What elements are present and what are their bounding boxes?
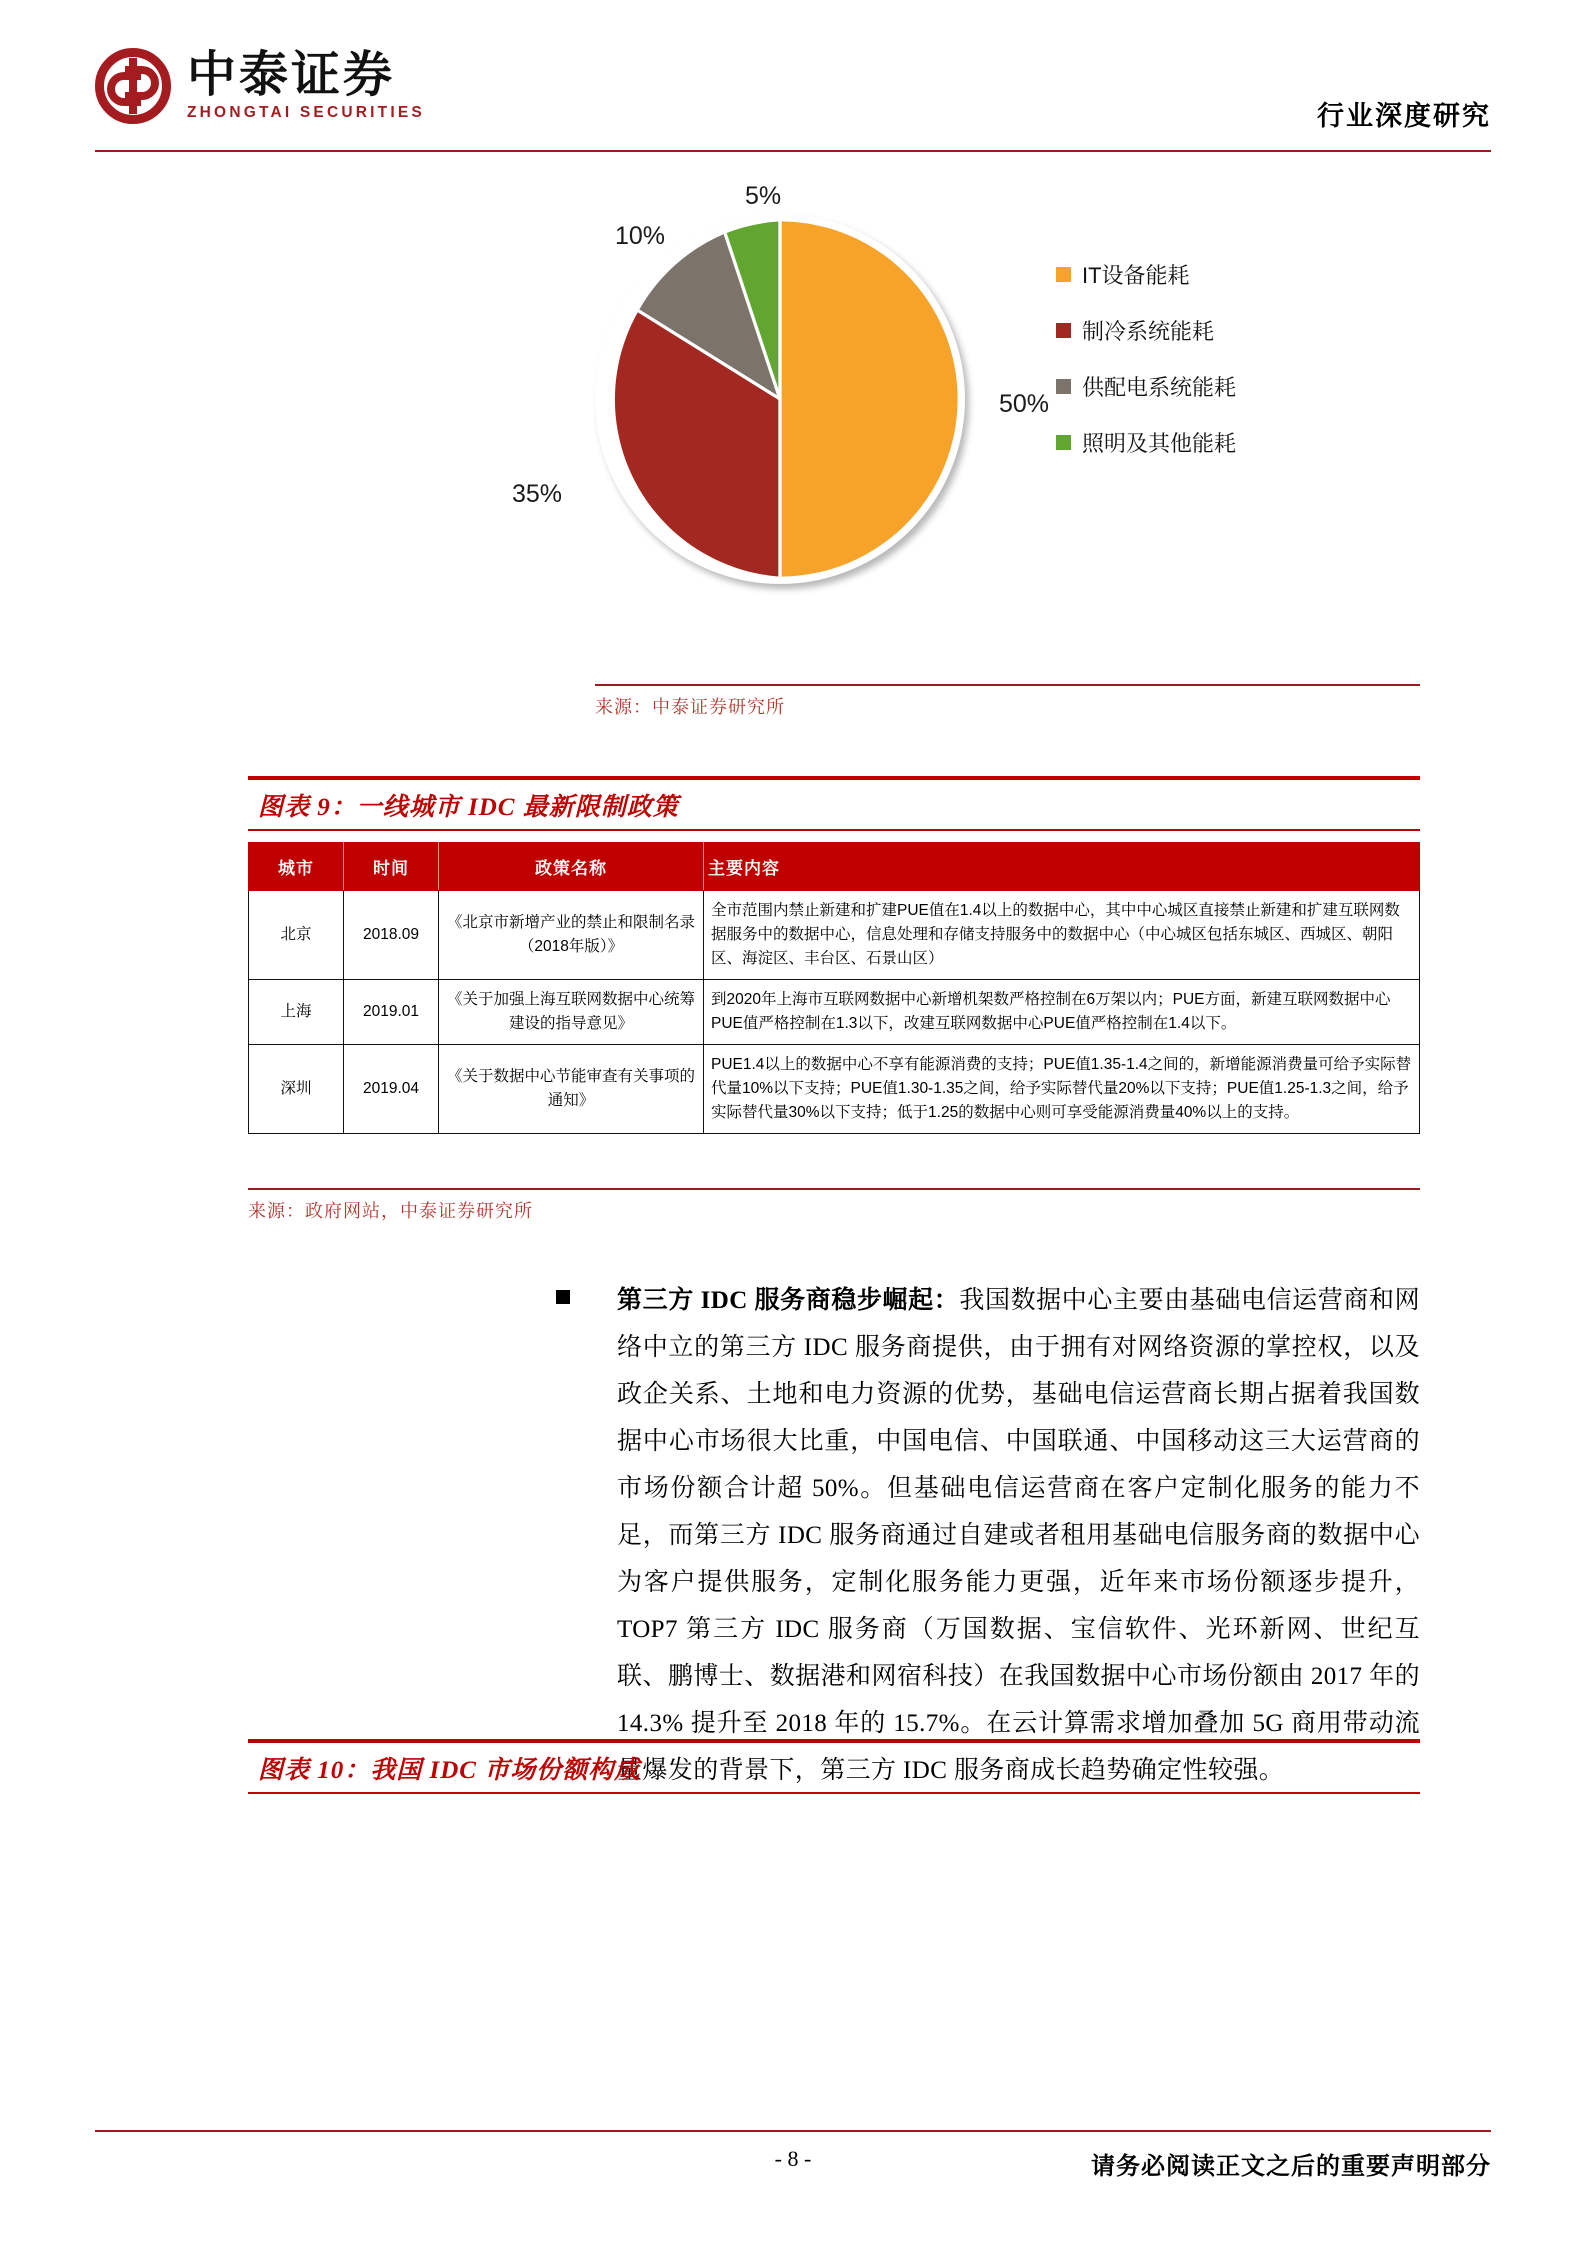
table-row xyxy=(249,1045,1420,1134)
figure-9-title: 图表 9：一线城市 IDC 最新限制政策 xyxy=(258,794,679,821)
cell-city: 北京 xyxy=(249,891,344,980)
cell-city: 上海 xyxy=(249,980,344,1045)
cell-policy-name: 《关于数据中心节能审查有关事项的通知》 xyxy=(439,1045,704,1134)
idc-policy-table xyxy=(248,842,1420,1134)
cell-time: 2019.04 xyxy=(344,1045,439,1134)
bullet-square-icon xyxy=(556,1290,570,1304)
table-row xyxy=(249,980,1420,1045)
pie-label-it-equipment: 50% xyxy=(999,390,1050,418)
table-source-note: 来源：政府网站，中泰证券研究所 xyxy=(248,1201,533,1221)
legend-label: IT设备能耗 xyxy=(1082,263,1190,288)
legend-swatch-icon xyxy=(1056,323,1071,338)
figure-10-heading xyxy=(248,1739,1420,1794)
page-footer xyxy=(95,2146,1491,2196)
page-number: - 8 - xyxy=(774,2146,812,2171)
cell-time: 2019.01 xyxy=(344,980,439,1045)
paragraph-lead-in: 第三方 IDC 服务商稳步崛起： xyxy=(617,1287,960,1314)
body-paragraph xyxy=(617,1277,1420,1794)
legend-swatch-icon xyxy=(1056,267,1071,282)
cell-city: 深圳 xyxy=(249,1045,344,1134)
figure-heading-rule-bottom xyxy=(248,1792,1420,1794)
energy-consumption-pie-chart xyxy=(512,172,1395,672)
table-row xyxy=(249,891,1420,980)
pie-label-cooling: 35% xyxy=(512,480,563,508)
table-header-row xyxy=(249,843,1420,891)
pie-legend xyxy=(1056,259,1236,458)
cell-main-content: PUE1.4以上的数据中心不享有能源消费的支持；PUE值1.35-1.4之间的，新增能源消费量可给予实际替代量10%以下支持；PUE值1.30-1.35之间，给予实际替代量20%以下支持；PUE值1.25-1.3之间，给予实际替代量30%以下支持；低于1.25的数据中心则可享受能源消费量40%以上的支持。 xyxy=(704,1045,1420,1134)
table-header-main-content: 主要内容 xyxy=(704,843,1420,891)
cell-main-content: 全市范围内禁止新建和扩建PUE值在1.4以上的数据中心，其中中心城区直接禁止新建和扩建互联网数据服务中的数据中心，信息处理和存储支持服务中的数据中心（中心城区包括东城区、西城区、朝阳区、海淀区、丰台区、石景山区） xyxy=(704,891,1420,980)
body-paragraph-block xyxy=(556,1277,1420,1794)
page-header xyxy=(95,48,1491,144)
legend-swatch-icon xyxy=(1056,435,1071,450)
table-header-time: 时间 xyxy=(344,843,439,891)
legend-item-lighting-other xyxy=(1056,427,1236,458)
logo-text xyxy=(187,47,425,122)
company-logo xyxy=(95,48,425,124)
legend-swatch-icon xyxy=(1056,379,1071,394)
legend-item-cooling xyxy=(1056,315,1236,346)
figure-10-title: 图表 10：我国 IDC 市场份额构成 xyxy=(258,1757,641,1784)
footer-disclaimer: 请务必阅读正文之后的重要声明部分 xyxy=(1091,2154,1491,2180)
chart-source-note: 来源：中泰证券研究所 xyxy=(595,697,785,717)
cell-main-content: 到2020年上海市互联网数据中心新增机架数严格控制在6万架以内；PUE方面，新建互联网数据中心PUE值严格控制在1.3以下，改建互联网数据中心PUE值严格控制在1.4以下。 xyxy=(704,980,1420,1045)
legend-item-power-supply xyxy=(1056,371,1236,402)
pie-graphic xyxy=(595,214,965,584)
figure-9-heading xyxy=(248,776,1420,831)
table-source-block xyxy=(248,1188,1420,1223)
footer-divider xyxy=(95,2130,1491,2132)
cell-time: 2018.09 xyxy=(344,891,439,980)
legend-item-it-equipment xyxy=(1056,259,1236,290)
logo-english-name: ZHONGTAI SECURITIES xyxy=(187,104,425,122)
paragraph-text: 我国数据中心主要由基础电信运营商和网络中立的第三方 IDC 服务商提供，由于拥有对网络资源的掌控权，以及政企关系、土地和电力资源的优势，基础电信运营商长期占据着我国数据中心市场很大比重，中国电信、中国联通、中国移动这三大运营商的市场份额合计超 50%。但基础电信运营商在客户定制化服务的能力不足，而第三方 IDC 服务商通过自建或者租用基础电信服务商的数据中心为客户提供服务，定制化服务能力更强，近年来市场份额逐步提升，TOP7 第三方 IDC 服务商（万国数据、宝信软件、光环新网、世纪互联、鹏博士、数据港和网宿科技）在我国数据中心市场份额由 2017 年的 14.3% 提升至 2018 年的 15.7%。在云计算需求增加叠加 5G 商用带动流量爆发的背景下，第三方 IDC 服务商成长趋势确定性较强。 xyxy=(617,1287,1421,1784)
table-header-policy-name: 政策名称 xyxy=(439,843,704,891)
legend-label: 照明及其他能耗 xyxy=(1082,431,1237,456)
legend-label: 制冷系统能耗 xyxy=(1082,319,1215,344)
cell-policy-name: 《关于加强上海互联网数据中心统筹建设的指导意见》 xyxy=(439,980,704,1045)
cell-policy-name: 《北京市新增产业的禁止和限制名录（2018年版）》 xyxy=(439,891,704,980)
chart-source-block xyxy=(595,684,1420,719)
figure-heading-rule-bottom xyxy=(248,829,1420,831)
header-divider xyxy=(95,150,1491,152)
logo-chinese-name: 中泰证券 xyxy=(187,47,396,102)
header-title: 行业深度研究 xyxy=(1317,101,1491,131)
legend-label: 供配电系统能耗 xyxy=(1082,375,1237,400)
pie-label-lighting-other: 5% xyxy=(745,182,782,210)
zhongtai-logo-icon xyxy=(95,48,171,124)
table-header-city: 城市 xyxy=(249,843,344,891)
pie-label-power-supply: 10% xyxy=(615,222,666,250)
pie-svg xyxy=(595,214,965,584)
